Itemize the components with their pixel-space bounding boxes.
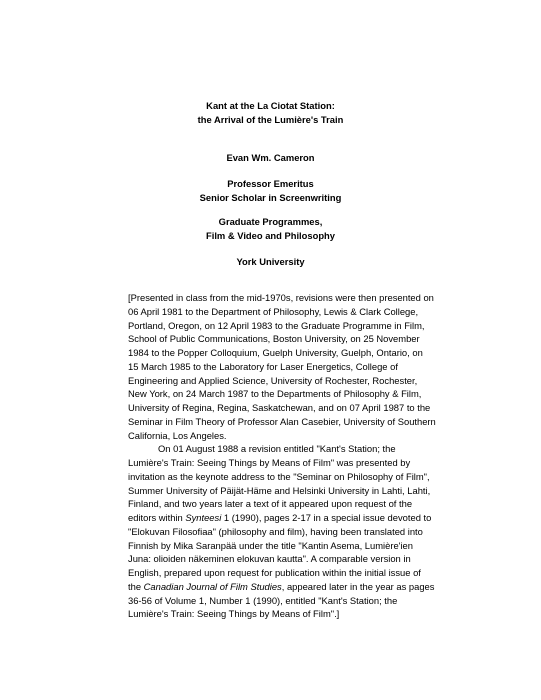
- note-text: editors within: [128, 512, 186, 523]
- note-line: [Presented in class from the mid-1970s, revisions were then presented on: [128, 292, 434, 303]
- note-line: Lumière's Train: Seeing Things by Means of Film".]: [128, 608, 340, 620]
- programme-line-2: Film & Video and Philosophy: [205, 230, 335, 241]
- note-line: On 01 August 1988 a revision entitled "Kant's Station; the: [158, 443, 396, 455]
- note-line: 1984 to the Popper Colloquium, Guelph University, Guelph, Ontario, on: [128, 347, 423, 358]
- title-line-2: the Arrival of the Lumière's Train: [197, 114, 344, 125]
- note-line: English, prepared upon request for publication within the initial issue of: [128, 567, 421, 578]
- note-line: Finland, and two years later a text of it appeared upon request of the: [128, 498, 413, 510]
- note-line: Portland, Oregon, on 12 April 1983 to the Graduate Programme in Film,: [128, 319, 425, 331]
- note-text: , appeared later in the year as pages: [281, 580, 435, 592]
- note-line: "Elokuvan Filosofiaa" (philosophy and film), having been translated into: [128, 525, 423, 537]
- note-line: School of Public Communications, Boston University, on 25 November: [128, 333, 420, 345]
- programme-line-1: Graduate Programmes,: [218, 216, 323, 227]
- note-line: Lumière's Train: Seeing Things by Means of Film" was presented by: [128, 457, 411, 468]
- presentation-note: [128, 291, 458, 621]
- title-line-1: Kant at the La Ciotat Station:: [206, 100, 335, 111]
- programme: [0, 215, 541, 243]
- note-line: Juna: olioiden näkeminen elokuvan kautta". A comparable version in: [128, 553, 411, 565]
- note-text: 1 (1990), pages 2-17 in a special issue devoted to: [221, 512, 432, 523]
- note-line: 15 March 1985 to the Laboratory for Laser Energetics, College of: [128, 360, 398, 372]
- note-line: Seminar in Film Theory of Professor Alan Casebier, University of Southern: [128, 415, 436, 427]
- note-line: Engineering and Applied Science, University of Rochester, Rochester,: [128, 374, 418, 386]
- university-name: York University: [236, 256, 305, 267]
- note-line: University of Regina, Regina, Saskatchewan, and on 07 April 1987 to the: [128, 402, 431, 413]
- note-line: New York, on 24 March 1987 to the Departments of Philosophy & Film,: [128, 388, 422, 400]
- position-line-1: Professor Emeritus: [227, 178, 314, 189]
- note-line: Summer University of Päijät-Häme and Helsinki University in Lahti, Lahti,: [128, 484, 431, 496]
- journal-title-cjfs: Canadian Journal of Film Studies: [143, 580, 282, 592]
- position-line-2: Senior Scholar in Screenwriting: [199, 192, 342, 203]
- note-line: 06 April 1981 to the Department of Philosophy, Lewis & Clark College,: [128, 305, 419, 317]
- author-name: Evan Wm. Cameron: [226, 152, 315, 163]
- document-title: [0, 99, 541, 127]
- note-text: the: [128, 580, 144, 592]
- note-line: Finnish by Mika Saranpää under the title "Kantin Asema, Lumière'ien: [128, 539, 413, 551]
- note-line: California, Los Angeles.: [128, 429, 227, 441]
- note-line: [128, 580, 458, 594]
- note-line: [128, 511, 458, 525]
- note-line: 36-56 of Volume 1, Number 1 (1990), entitled "Kant's Station; the: [128, 594, 398, 606]
- author-position: [0, 177, 541, 205]
- journal-title-synteesi: Synteesi: [185, 512, 222, 523]
- note-line: invitation as the keynote address to the "Seminar on Philosophy of Film",: [128, 470, 430, 482]
